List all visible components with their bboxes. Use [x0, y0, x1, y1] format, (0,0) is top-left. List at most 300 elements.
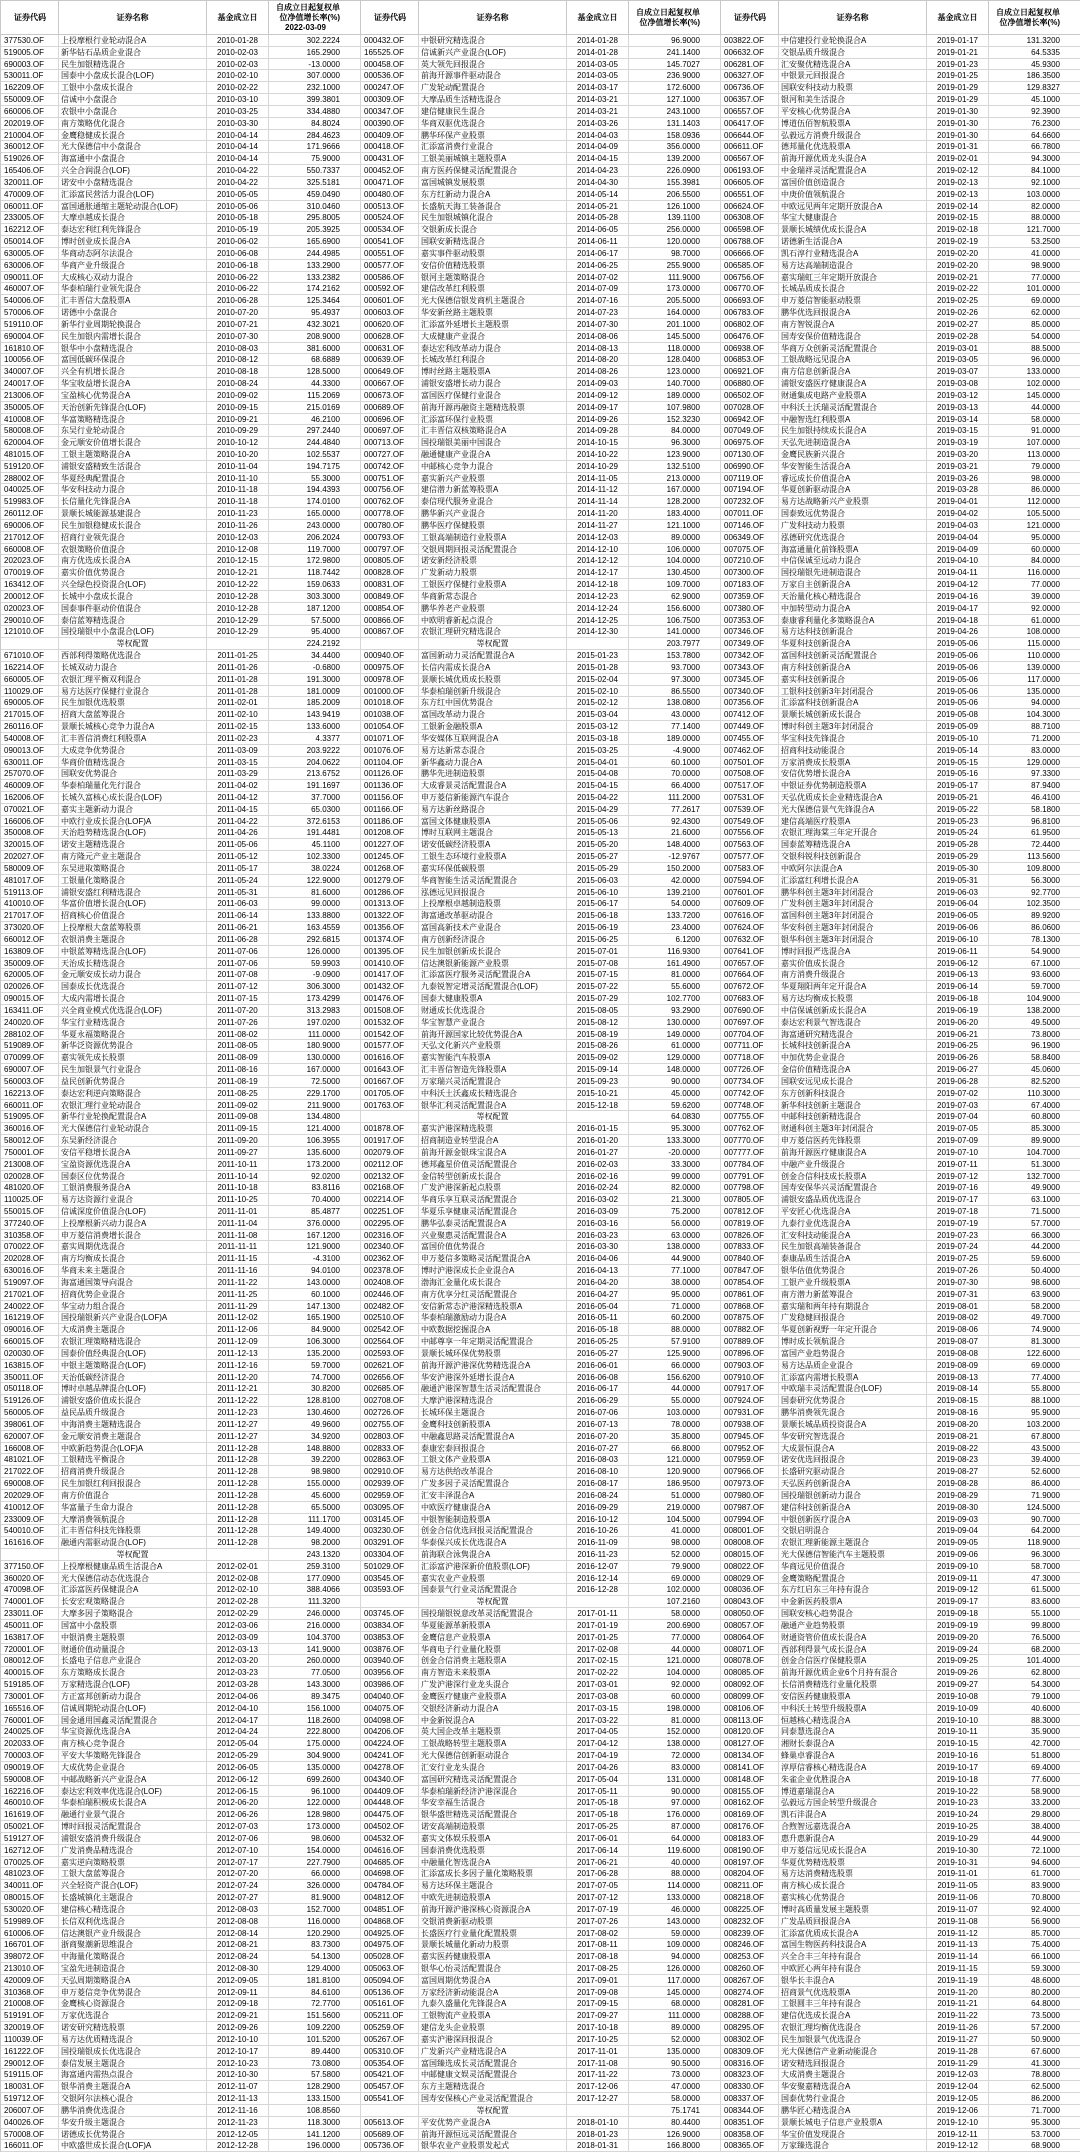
table-row[interactable]	[1, 768, 361, 780]
table-row[interactable]	[1, 1241, 361, 1253]
table-row[interactable]	[721, 1667, 1080, 1679]
table-row[interactable]	[721, 922, 1080, 934]
table-row[interactable]	[1, 1584, 361, 1596]
table-row[interactable]	[721, 1537, 1080, 1549]
table-row[interactable]	[1, 295, 361, 307]
table-row[interactable]	[1, 70, 361, 82]
table-row[interactable]	[361, 1738, 721, 1750]
table-row[interactable]	[1, 1277, 361, 1289]
table-row[interactable]	[361, 1123, 721, 1135]
table-row[interactable]	[721, 508, 1080, 520]
table-row[interactable]	[1, 1762, 361, 1774]
table-row[interactable]	[721, 863, 1080, 875]
table-row[interactable]	[721, 212, 1080, 224]
table-row[interactable]	[361, 331, 721, 343]
table-row[interactable]	[721, 153, 1080, 165]
table-row[interactable]	[721, 1715, 1080, 1727]
table-row[interactable]	[361, 1774, 721, 1786]
table-row[interactable]	[361, 1809, 721, 1821]
table-row[interactable]	[361, 1573, 721, 1585]
table-row[interactable]	[721, 1443, 1080, 1455]
table-row[interactable]	[361, 47, 721, 59]
table-row[interactable]	[361, 106, 721, 118]
table-row[interactable]	[1, 1159, 361, 1171]
table-row[interactable]	[721, 82, 1080, 94]
table-row[interactable]	[1, 2046, 361, 2058]
table-row[interactable]	[1, 1454, 361, 1466]
table-row[interactable]	[721, 130, 1080, 142]
table-row[interactable]	[361, 1632, 721, 1644]
table-row[interactable]	[1, 1407, 361, 1419]
table-row[interactable]	[721, 118, 1080, 130]
table-row[interactable]	[721, 473, 1080, 485]
table-row[interactable]	[1, 248, 361, 260]
table-row[interactable]	[721, 1076, 1080, 1088]
table-row[interactable]	[361, 898, 721, 910]
table-row[interactable]	[1, 272, 361, 284]
table-row[interactable]	[361, 1939, 721, 1951]
table-row[interactable]	[361, 1218, 721, 1230]
table-row[interactable]	[1, 1774, 361, 1786]
table-row[interactable]	[1, 1005, 361, 1017]
table-row[interactable]	[1, 59, 361, 71]
table-row[interactable]	[361, 662, 721, 674]
table-row[interactable]	[361, 153, 721, 165]
table-row[interactable]	[1, 993, 361, 1005]
table-row[interactable]	[721, 662, 1080, 674]
table-row[interactable]	[1, 437, 361, 449]
table-row[interactable]	[361, 1265, 721, 1277]
table-row[interactable]	[721, 1005, 1080, 1017]
table-row[interactable]	[1, 2117, 361, 2129]
table-row[interactable]	[1, 1998, 361, 2010]
table-row[interactable]	[1, 484, 361, 496]
table-row[interactable]	[721, 1277, 1080, 1289]
table-row[interactable]	[1, 650, 361, 662]
table-row[interactable]	[1, 1561, 361, 1573]
table-row[interactable]	[1, 662, 361, 674]
table-row[interactable]	[1, 1833, 361, 1845]
table-row[interactable]	[1, 1431, 361, 1443]
table-row[interactable]	[721, 721, 1080, 733]
table-row[interactable]	[361, 1194, 721, 1206]
table-row[interactable]	[721, 816, 1080, 828]
table-row[interactable]	[1, 816, 361, 828]
table-row[interactable]	[1, 130, 361, 142]
table-row[interactable]	[361, 697, 721, 709]
table-row[interactable]	[361, 1040, 721, 1052]
table-row[interactable]	[721, 520, 1080, 532]
table-row[interactable]	[721, 1904, 1080, 1916]
table-row[interactable]	[361, 1301, 721, 1313]
table-row[interactable]	[1, 1383, 361, 1395]
table-row[interactable]	[1, 1679, 361, 1691]
table-row[interactable]	[1, 1987, 361, 1999]
table-row[interactable]	[721, 1797, 1080, 1809]
table-row[interactable]	[1, 922, 361, 934]
table-row[interactable]	[1, 520, 361, 532]
table-row[interactable]	[721, 484, 1080, 496]
table-row[interactable]	[721, 555, 1080, 567]
table-row[interactable]	[361, 201, 721, 213]
table-row[interactable]	[1, 224, 361, 236]
table-row[interactable]	[1, 1916, 361, 1928]
table-row[interactable]	[1, 1608, 361, 1620]
table-row[interactable]	[721, 1466, 1080, 1478]
table-row[interactable]	[361, 1703, 721, 1715]
table-row[interactable]	[1, 1951, 361, 1963]
table-row[interactable]	[361, 1857, 721, 1869]
table-row[interactable]	[1, 757, 361, 769]
table-row[interactable]	[1, 106, 361, 118]
table-row[interactable]	[361, 1289, 721, 1301]
equal-weight-separator-row[interactable]	[361, 1596, 721, 1608]
table-row[interactable]	[1, 1372, 361, 1384]
table-row[interactable]	[1, 910, 361, 922]
table-row[interactable]	[721, 1312, 1080, 1324]
equal-weight-separator-row[interactable]	[361, 1111, 721, 1123]
table-row[interactable]	[1, 1478, 361, 1490]
column-header-growth[interactable]	[629, 1, 721, 35]
table-row[interactable]	[721, 1809, 1080, 1821]
table-row[interactable]	[1, 1147, 361, 1159]
table-row[interactable]	[1, 496, 361, 508]
table-row[interactable]	[361, 2034, 721, 2046]
table-row[interactable]	[1, 1171, 361, 1183]
table-row[interactable]	[361, 236, 721, 248]
table-row[interactable]	[1, 1182, 361, 1194]
table-row[interactable]	[1, 1052, 361, 1064]
table-row[interactable]	[361, 1324, 721, 1336]
table-row[interactable]	[361, 1620, 721, 1632]
table-row[interactable]	[361, 1052, 721, 1064]
table-row[interactable]	[721, 47, 1080, 59]
table-row[interactable]	[721, 1892, 1080, 1904]
table-row[interactable]	[721, 461, 1080, 473]
table-row[interactable]	[1, 1868, 361, 1880]
table-row[interactable]	[1, 47, 361, 59]
table-row[interactable]	[1, 2093, 361, 2105]
table-row[interactable]	[361, 839, 721, 851]
table-row[interactable]	[721, 544, 1080, 556]
table-row[interactable]	[1, 1975, 361, 1987]
table-row[interactable]	[721, 2058, 1080, 2070]
column-header-name[interactable]: 证券名称	[419, 1, 567, 35]
table-row[interactable]	[721, 887, 1080, 899]
table-row[interactable]	[721, 402, 1080, 414]
table-row[interactable]	[1, 1324, 361, 1336]
table-row[interactable]	[721, 934, 1080, 946]
table-row[interactable]	[1, 1206, 361, 1218]
table-row[interactable]	[1, 165, 361, 177]
table-row[interactable]	[361, 414, 721, 426]
table-row[interactable]	[721, 141, 1080, 153]
table-row[interactable]	[361, 366, 721, 378]
table-row[interactable]	[361, 544, 721, 556]
table-row[interactable]	[361, 437, 721, 449]
table-row[interactable]	[361, 2093, 721, 2105]
table-row[interactable]	[361, 1951, 721, 1963]
table-row[interactable]	[361, 2069, 721, 2081]
table-row[interactable]	[361, 1726, 721, 1738]
column-header-name[interactable]: 证券名称	[59, 1, 207, 35]
table-row[interactable]	[721, 1750, 1080, 1762]
table-row[interactable]	[361, 768, 721, 780]
table-row[interactable]	[1, 461, 361, 473]
table-row[interactable]	[1, 449, 361, 461]
table-row[interactable]	[361, 1584, 721, 1596]
table-row[interactable]	[1, 1797, 361, 1809]
table-row[interactable]	[721, 2010, 1080, 2022]
table-row[interactable]	[1, 2034, 361, 2046]
table-row[interactable]	[721, 1171, 1080, 1183]
table-row[interactable]	[361, 650, 721, 662]
table-row[interactable]	[1, 212, 361, 224]
table-row[interactable]	[721, 1573, 1080, 1585]
table-row[interactable]	[721, 260, 1080, 272]
table-row[interactable]	[721, 1040, 1080, 1052]
table-row[interactable]	[1, 2140, 361, 2152]
table-row[interactable]	[361, 555, 721, 567]
table-row[interactable]	[1, 1632, 361, 1644]
table-row[interactable]	[721, 1360, 1080, 1372]
table-row[interactable]	[1, 839, 361, 851]
table-row[interactable]	[1, 958, 361, 970]
table-row[interactable]	[361, 82, 721, 94]
table-row[interactable]	[721, 875, 1080, 887]
table-row[interactable]	[1, 1620, 361, 1632]
table-row[interactable]	[361, 1360, 721, 1372]
table-row[interactable]	[721, 827, 1080, 839]
table-row[interactable]	[361, 390, 721, 402]
table-row[interactable]	[721, 1857, 1080, 1869]
table-row[interactable]	[721, 1821, 1080, 1833]
table-row[interactable]	[721, 1951, 1080, 1963]
table-row[interactable]	[1, 1076, 361, 1088]
table-row[interactable]	[1, 236, 361, 248]
table-row[interactable]	[361, 1998, 721, 2010]
table-row[interactable]	[361, 461, 721, 473]
table-row[interactable]	[361, 1147, 721, 1159]
table-row[interactable]	[361, 591, 721, 603]
table-row[interactable]	[1, 1029, 361, 1041]
table-row[interactable]	[1, 1443, 361, 1455]
table-row[interactable]	[361, 59, 721, 71]
table-row[interactable]	[361, 35, 721, 47]
table-row[interactable]	[1, 414, 361, 426]
table-row[interactable]	[721, 1561, 1080, 1573]
table-row[interactable]	[721, 1052, 1080, 1064]
table-row[interactable]	[361, 2046, 721, 2058]
table-row[interactable]	[361, 887, 721, 899]
table-row[interactable]	[361, 674, 721, 686]
table-row[interactable]	[361, 780, 721, 792]
table-row[interactable]	[721, 1159, 1080, 1171]
table-row[interactable]	[721, 1478, 1080, 1490]
table-row[interactable]	[1, 1301, 361, 1313]
table-row[interactable]	[1, 792, 361, 804]
table-row[interactable]	[1, 780, 361, 792]
table-row[interactable]	[361, 118, 721, 130]
table-row[interactable]	[361, 1975, 721, 1987]
table-row[interactable]	[1, 804, 361, 816]
table-row[interactable]	[721, 1632, 1080, 1644]
table-row[interactable]	[1, 946, 361, 958]
table-row[interactable]	[361, 615, 721, 627]
table-row[interactable]	[721, 177, 1080, 189]
table-row[interactable]	[721, 851, 1080, 863]
table-row[interactable]	[1, 260, 361, 272]
table-row[interactable]	[721, 165, 1080, 177]
table-row[interactable]	[721, 1738, 1080, 1750]
table-row[interactable]	[361, 189, 721, 201]
table-row[interactable]	[721, 307, 1080, 319]
table-row[interactable]	[1, 532, 361, 544]
table-row[interactable]	[1, 1821, 361, 1833]
table-row[interactable]	[1, 1348, 361, 1360]
table-row[interactable]	[361, 1159, 721, 1171]
table-row[interactable]	[721, 1762, 1080, 1774]
table-row[interactable]	[361, 567, 721, 579]
table-row[interactable]	[721, 2117, 1080, 2129]
table-row[interactable]	[721, 2046, 1080, 2058]
table-row[interactable]	[721, 2034, 1080, 2046]
table-row[interactable]	[1, 686, 361, 698]
table-row[interactable]	[721, 898, 1080, 910]
column-header-date[interactable]: 基金成立日	[207, 1, 269, 35]
table-row[interactable]	[721, 201, 1080, 213]
table-row[interactable]	[361, 626, 721, 638]
table-row[interactable]	[721, 1549, 1080, 1561]
table-row[interactable]	[361, 1655, 721, 1667]
equal-weight-separator-row[interactable]	[1, 638, 361, 650]
table-row[interactable]	[721, 354, 1080, 366]
table-row[interactable]	[1, 1514, 361, 1526]
table-row[interactable]	[1, 1466, 361, 1478]
table-row[interactable]	[721, 1383, 1080, 1395]
table-row[interactable]	[721, 2129, 1080, 2141]
table-row[interactable]	[721, 946, 1080, 958]
table-row[interactable]	[721, 757, 1080, 769]
table-row[interactable]	[721, 1786, 1080, 1798]
table-row[interactable]	[1, 674, 361, 686]
table-row[interactable]	[721, 532, 1080, 544]
table-row[interactable]	[1, 2058, 361, 2070]
table-row[interactable]	[361, 757, 721, 769]
table-row[interactable]	[361, 1525, 721, 1537]
table-row[interactable]	[361, 875, 721, 887]
table-row[interactable]	[361, 993, 721, 1005]
column-header-date[interactable]: 基金成立日	[927, 1, 989, 35]
table-row[interactable]	[1, 1360, 361, 1372]
table-row[interactable]	[361, 1987, 721, 1999]
table-row[interactable]	[1, 1123, 361, 1135]
table-row[interactable]	[721, 35, 1080, 47]
table-row[interactable]	[361, 141, 721, 153]
table-row[interactable]	[361, 520, 721, 532]
table-row[interactable]	[361, 1514, 721, 1526]
table-row[interactable]	[721, 1029, 1080, 1041]
table-row[interactable]	[1, 508, 361, 520]
table-row[interactable]	[1, 1845, 361, 1857]
table-row[interactable]	[721, 1194, 1080, 1206]
table-row[interactable]	[1, 981, 361, 993]
table-row[interactable]	[1, 1525, 361, 1537]
table-row[interactable]	[721, 2081, 1080, 2093]
table-row[interactable]	[361, 2129, 721, 2141]
table-row[interactable]	[721, 1111, 1080, 1123]
table-row[interactable]	[721, 1868, 1080, 1880]
table-row[interactable]	[361, 177, 721, 189]
table-row[interactable]	[1, 615, 361, 627]
table-row[interactable]	[721, 2140, 1080, 2152]
table-row[interactable]	[361, 1561, 721, 1573]
table-row[interactable]	[1, 1644, 361, 1656]
table-row[interactable]	[1, 863, 361, 875]
table-row[interactable]	[361, 1454, 721, 1466]
table-row[interactable]	[721, 768, 1080, 780]
table-row[interactable]	[721, 1348, 1080, 1360]
table-row[interactable]	[1, 1419, 361, 1431]
equal-weight-separator-row[interactable]	[361, 2105, 721, 2117]
column-header-growth[interactable]	[269, 1, 361, 35]
table-row[interactable]	[1, 2022, 361, 2034]
table-row[interactable]	[721, 993, 1080, 1005]
table-row[interactable]	[721, 1419, 1080, 1431]
table-row[interactable]	[721, 2069, 1080, 2081]
table-row[interactable]	[1, 1880, 361, 1892]
table-row[interactable]	[1, 721, 361, 733]
table-row[interactable]	[721, 1230, 1080, 1242]
table-row[interactable]	[721, 295, 1080, 307]
table-row[interactable]	[361, 863, 721, 875]
table-row[interactable]	[721, 390, 1080, 402]
table-row[interactable]	[721, 1100, 1080, 1112]
table-row[interactable]	[721, 709, 1080, 721]
table-row[interactable]	[1, 1312, 361, 1324]
table-row[interactable]	[361, 165, 721, 177]
table-row[interactable]	[361, 579, 721, 591]
table-row[interactable]	[1, 319, 361, 331]
table-row[interactable]	[1, 1289, 361, 1301]
table-row[interactable]	[361, 1644, 721, 1656]
table-row[interactable]	[1, 887, 361, 899]
table-row[interactable]	[1, 2129, 361, 2141]
table-row[interactable]	[1, 555, 361, 567]
table-row[interactable]	[361, 1904, 721, 1916]
table-row[interactable]	[361, 1241, 721, 1253]
table-row[interactable]	[721, 59, 1080, 71]
table-row[interactable]	[361, 272, 721, 284]
table-row[interactable]	[721, 1774, 1080, 1786]
table-row[interactable]	[721, 1963, 1080, 1975]
table-row[interactable]	[721, 283, 1080, 295]
table-row[interactable]	[721, 603, 1080, 615]
table-row[interactable]	[1, 875, 361, 887]
table-row[interactable]	[361, 1750, 721, 1762]
table-row[interactable]	[361, 1916, 721, 1928]
table-row[interactable]	[361, 1230, 721, 1242]
table-row[interactable]	[1, 934, 361, 946]
table-row[interactable]	[1, 1111, 361, 1123]
table-row[interactable]	[361, 1715, 721, 1727]
table-row[interactable]	[1, 1218, 361, 1230]
table-row[interactable]	[721, 1454, 1080, 1466]
column-header-name[interactable]: 证券名称	[779, 1, 927, 35]
table-row[interactable]	[361, 1088, 721, 1100]
table-row[interactable]	[1, 697, 361, 709]
table-row[interactable]	[721, 1502, 1080, 1514]
